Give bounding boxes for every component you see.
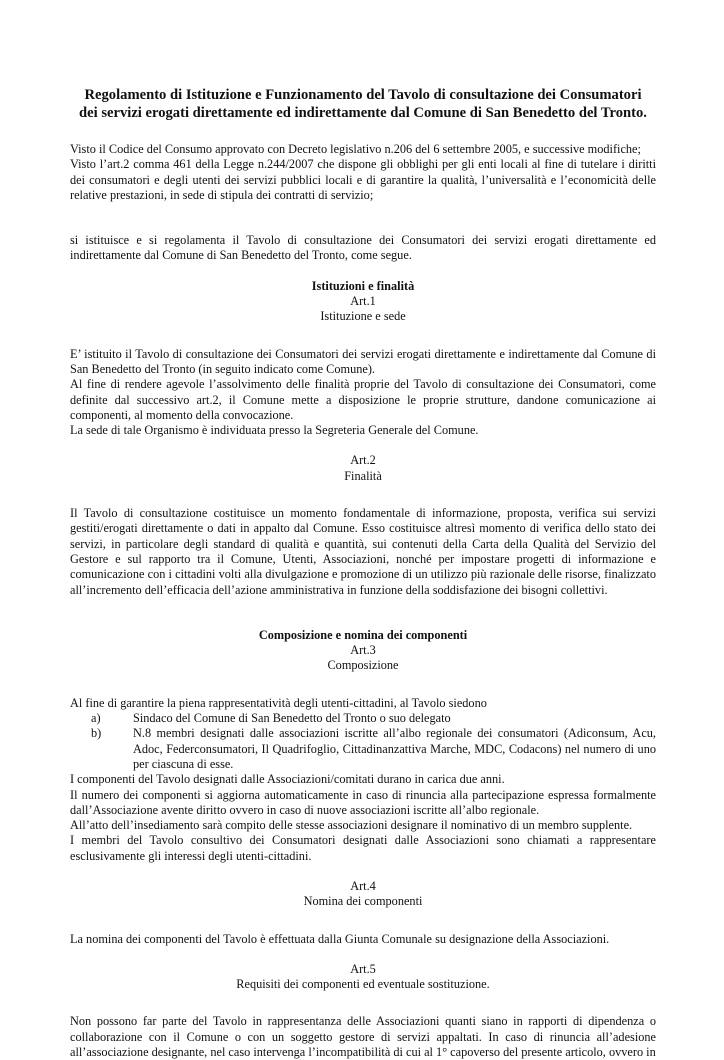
art3-number: Art.3 [350, 643, 376, 658]
art3-title: Composizione [327, 658, 399, 673]
art5-title: Requisiti dei componenti ed eventuale sostituzione. [236, 977, 490, 992]
art2-title: Finalità [344, 468, 382, 483]
art2-paragraph-1: Il Tavolo di consultazione costituisce un momento fondamentale di informazione, proposta, verifica sui servizi gestiti/erogati direttamente o dati in appalto dal Comune. Esso costituisce altresì momento di verifica dello stato dei servizi, in particolare degli standard di qualità e quantità, sui contenuti della Carta della Qualità del Servizio del Gestore e sul rapporto tra il Comune, Utenti, Associazioni, nonché per impostare progetti di informazione e comunicazione con i cittadini volti alla divulgazione e promozione di un utilizzo più razionale delle risorse, finalizzato all’incremento dell’efficacia dell’azione amministrativa in funzione della soddisfazione dei bisogni collettivi. [70, 506, 656, 597]
preamble-visto-1: Visto il Codice del Consumo approvato con Decreto legislativo n.206 del 6 settembre 2005, e successive modifiche; [70, 142, 641, 156]
art3-paragraph-2: Il numero dei componenti si aggiorna automaticamente in caso di rinuncia alla partecipazione espressa formalmente dall’Associazione avente diritto ovvero in caso di nuove associazioni iscritte all’albo regionale. [70, 787, 656, 817]
art1-title: Istituzione e sede [320, 309, 406, 324]
title-line-1: Regolamento di Istituzione e Funzionamento del Tavolo di consultazione dei Consumatori [84, 87, 642, 103]
list-item [70, 726, 656, 772]
art2-number: Art.2 [350, 453, 376, 468]
preamble-istituisce: si istituisce e si regolamenta il Tavolo di consultazione dei Consumatori dei servizi erogati direttamente ed indirettamente dal Comune di San Benedetto del Tronto, come segue. [70, 233, 656, 263]
section-heading-composizione: Composizione e nomina dei componenti [258, 627, 468, 642]
list-marker: b) [91, 726, 102, 741]
title-line-2: dei servizi erogati direttamente ed indirettamente dal Comune di San Benedetto del Tronto. [79, 105, 647, 121]
art5-number: Art.5 [350, 961, 376, 976]
art4-paragraph-1: La nomina dei componenti del Tavolo è effettuata dalla Giunta Comunale su designazione della Associazioni. [70, 931, 610, 946]
art1-paragraph-2: Al fine di rendere agevole l’assolvimento delle finalità proprie del Tavolo di consultazione dei Consumatori, come definite dal successivo art.2, il Comune mette a disposizione le proprie strutture, dandone comunicazione ai componenti, al momento della convocazione. [70, 377, 656, 422]
document-title [70, 86, 656, 122]
art3-paragraph-3: All’atto dell’insediamento sarà compito delle stesse associazioni designare il nominativo di un membro supplente. [70, 818, 633, 833]
art3-paragraph-4: I membri del Tavolo consultivo dei Consumatori designati dalle Associazioni sono chiamati a rappresentare esclusivamente gli interessi degli utenti-cittadini. [70, 833, 656, 863]
art1-paragraph-3: La sede di tale Organismo è individuata presso la Segreteria Generale del Comune. [70, 423, 479, 438]
art5-paragraph-1: Non possono far parte del Tavolo in rappresentanza delle Associazioni quanti siano in rapporti di dipendenza o collaborazione con il Comune o con un soggetto gestore di servizi appaltati. In caso di rinuncia all’adesione all’associazione designante, nel caso intervenga l’incompatibilità di cui al 1° capoverso del presente articolo, ovvero in [70, 1014, 656, 1060]
art1-paragraph-1: E’ istituito il Tavolo di consultazione dei Consumatori dei servizi erogati direttamente e indirettamente dal Comune di San Benedetto del Tronto (in seguito indicato come Comune). [70, 346, 656, 376]
list-item [70, 711, 656, 726]
list-marker: a) [91, 711, 101, 726]
list-text: N.8 membri designati dalle associazioni iscritte all’albo regionale dei consumatori (Adiconsum, Acu, Adoc, Federconsumatori, Il Quadrifoglio, Cittadinanzattiva Marche, MDC, Codacons) nel numero di uno per ciascuna di esse. [133, 726, 656, 771]
art4-number: Art.4 [350, 878, 376, 893]
art4-title: Nomina dei componenti [303, 894, 423, 909]
section-heading-istituzioni: Istituzioni e finalità [311, 278, 415, 293]
art3-paragraph-1: I componenti del Tavolo designati dalle Associazioni/comitati durano in carica due anni. [70, 772, 505, 787]
art1-number: Art.1 [350, 294, 376, 309]
preamble-visto-2: Visto l’art.2 comma 461 della Legge n.244/2007 che dispone gli obblighi per gli enti locali al fine di tutelare i diritti dei consumatori e degli utenti dei servizi pubblici locali e di garantire la qualità, l’universalità e l’economicità delle relative prestazioni, in sede di stipula dei contratti di servizio; [70, 157, 656, 202]
list-text: Sindaco del Comune di San Benedetto del Tronto o suo delegato [133, 711, 451, 726]
art3-intro: Al fine di garantire la piena rappresentatività degli utenti-cittadini, al Tavolo siedono [70, 695, 487, 710]
